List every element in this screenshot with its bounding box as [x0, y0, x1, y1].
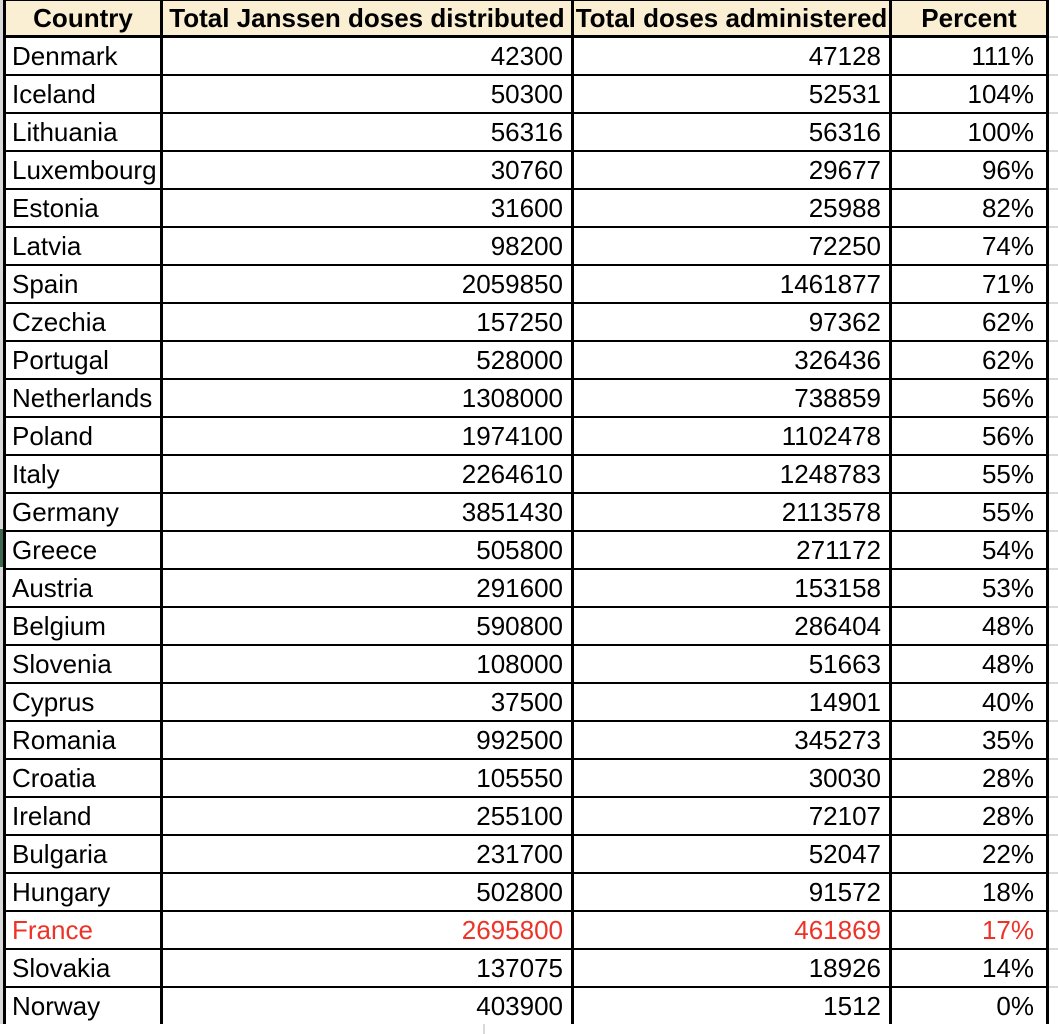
cell-doses-administered[interactable]: 29677 — [573, 151, 891, 189]
table-row — [5, 987, 1048, 1025]
cell-doses-administered[interactable]: 153158 — [573, 569, 891, 607]
table-row — [5, 721, 1048, 759]
cell-doses-administered[interactable]: 56316 — [573, 113, 891, 151]
cell-country[interactable]: Latvia — [5, 227, 162, 265]
cell-doses-distributed[interactable]: 157250 — [162, 303, 573, 341]
janssen-doses-table — [3, 0, 1049, 1026]
cell-doses-administered[interactable]: 91572 — [573, 873, 891, 911]
header-percent[interactable]: Percent — [891, 1, 1048, 37]
cell-doses-distributed[interactable]: 56316 — [162, 113, 573, 151]
cell-country[interactable]: Slovenia — [5, 645, 162, 683]
cell-doses-distributed[interactable]: 505800 — [162, 531, 573, 569]
table-row — [5, 759, 1048, 797]
table-row — [5, 645, 1048, 683]
cell-doses-distributed[interactable]: 105550 — [162, 759, 573, 797]
cell-percent[interactable]: 56% — [891, 379, 1048, 417]
cell-doses-administered[interactable]: 1102478 — [573, 417, 891, 455]
cell-doses-distributed[interactable]: 2059850 — [162, 265, 573, 303]
cell-doses-distributed[interactable]: 528000 — [162, 341, 573, 379]
cell-percent[interactable]: 40% — [891, 683, 1048, 721]
cell-doses-distributed[interactable]: 30760 — [162, 151, 573, 189]
sheet-bottom-gridline-sliver — [0, 1024, 1058, 1034]
cell-country[interactable]: Luxembourg — [5, 151, 162, 189]
cell-percent[interactable]: 74% — [891, 227, 1048, 265]
cell-doses-distributed[interactable]: 42300 — [162, 37, 573, 76]
cell-doses-administered[interactable]: 286404 — [573, 607, 891, 645]
cell-country[interactable]: Denmark — [5, 37, 162, 76]
cell-doses-distributed[interactable]: 98200 — [162, 227, 573, 265]
header-country[interactable]: Country — [5, 1, 162, 37]
sheet-right-gridline-sliver — [1049, 0, 1058, 1024]
cell-country[interactable]: Germany — [5, 493, 162, 531]
table-row — [5, 873, 1048, 911]
cell-doses-administered[interactable]: 1461877 — [573, 265, 891, 303]
cell-doses-distributed[interactable]: 291600 — [162, 569, 573, 607]
cell-country[interactable]: Czechia — [5, 303, 162, 341]
cell-doses-distributed[interactable]: 3851430 — [162, 493, 573, 531]
table-row — [5, 835, 1048, 873]
table-row — [5, 113, 1048, 151]
cell-doses-administered[interactable]: 72107 — [573, 797, 891, 835]
cell-doses-distributed[interactable]: 1308000 — [162, 379, 573, 417]
cell-doses-administered[interactable]: 1248783 — [573, 455, 891, 493]
cell-percent[interactable]: 35% — [891, 721, 1048, 759]
cell-doses-administered[interactable]: 738859 — [573, 379, 891, 417]
cell-country[interactable]: Poland — [5, 417, 162, 455]
table-row — [5, 455, 1048, 493]
cell-percent[interactable]: 62% — [891, 303, 1048, 341]
cell-doses-administered[interactable]: 25988 — [573, 189, 891, 227]
cell-country[interactable]: Lithuania — [5, 113, 162, 151]
cell-country[interactable]: Cyprus — [5, 683, 162, 721]
cell-doses-administered[interactable]: 52531 — [573, 75, 891, 113]
cell-country[interactable]: Belgium — [5, 607, 162, 645]
cell-doses-administered[interactable]: 72250 — [573, 227, 891, 265]
cell-country[interactable]: Slovakia — [5, 949, 162, 987]
cell-doses-administered[interactable]: 52047 — [573, 835, 891, 873]
table-row — [5, 949, 1048, 987]
table-row — [5, 303, 1048, 341]
cell-percent[interactable]: 62% — [891, 341, 1048, 379]
header-doses-distributed[interactable]: Total Janssen doses distributed — [162, 1, 573, 37]
cell-country[interactable]: Ireland — [5, 797, 162, 835]
cell-doses-administered[interactable]: 18926 — [573, 949, 891, 987]
table-row — [5, 797, 1048, 835]
cell-doses-administered[interactable]: 461869 — [573, 911, 891, 949]
cell-doses-administered[interactable]: 47128 — [573, 37, 891, 76]
cell-percent[interactable]: 28% — [891, 759, 1048, 797]
table-row — [5, 37, 1048, 76]
cell-doses-distributed[interactable]: 108000 — [162, 645, 573, 683]
cell-country[interactable]: Croatia — [5, 759, 162, 797]
cell-doses-distributed[interactable]: 137075 — [162, 949, 573, 987]
cell-country[interactable]: Netherlands — [5, 379, 162, 417]
cell-country[interactable]: Estonia — [5, 189, 162, 227]
cell-doses-distributed[interactable]: 50300 — [162, 75, 573, 113]
cell-doses-distributed[interactable]: 231700 — [162, 835, 573, 873]
gridline — [483, 1024, 485, 1034]
cell-percent[interactable]: 96% — [891, 151, 1048, 189]
table-row — [5, 151, 1048, 189]
cell-doses-administered[interactable]: 326436 — [573, 341, 891, 379]
cell-percent[interactable]: 55% — [891, 455, 1048, 493]
table-row — [5, 683, 1048, 721]
cell-doses-administered[interactable]: 30030 — [573, 759, 891, 797]
cell-percent[interactable]: 53% — [891, 569, 1048, 607]
table-row — [5, 379, 1048, 417]
cell-doses-administered[interactable]: 271172 — [573, 531, 891, 569]
cell-percent[interactable]: 0% — [891, 987, 1048, 1025]
cell-doses-distributed[interactable]: 31600 — [162, 189, 573, 227]
header-row — [5, 1, 1048, 37]
table-row — [5, 265, 1048, 303]
cell-percent[interactable]: 17% — [891, 911, 1048, 949]
cell-percent[interactable]: 48% — [891, 645, 1048, 683]
cell-percent[interactable]: 28% — [891, 797, 1048, 835]
cell-doses-administered[interactable]: 51663 — [573, 645, 891, 683]
table-row — [5, 417, 1048, 455]
cell-doses-distributed[interactable]: 992500 — [162, 721, 573, 759]
cell-country[interactable]: Austria — [5, 569, 162, 607]
cell-doses-distributed[interactable]: 590800 — [162, 607, 573, 645]
cell-country[interactable]: Portugal — [5, 341, 162, 379]
cell-percent[interactable]: 55% — [891, 493, 1048, 531]
table-row — [5, 911, 1048, 949]
cell-doses-distributed[interactable]: 2695800 — [162, 911, 573, 949]
table-row — [5, 607, 1048, 645]
cell-percent[interactable]: 18% — [891, 873, 1048, 911]
cell-country[interactable]: France — [5, 911, 162, 949]
cell-country[interactable]: Romania — [5, 721, 162, 759]
cell-doses-distributed[interactable]: 502800 — [162, 873, 573, 911]
table-row — [5, 75, 1048, 113]
cell-country[interactable]: Greece — [5, 531, 162, 569]
cell-percent[interactable]: 54% — [891, 531, 1048, 569]
cell-doses-distributed[interactable]: 255100 — [162, 797, 573, 835]
cell-country[interactable]: Italy — [5, 455, 162, 493]
table-body — [5, 37, 1048, 1026]
cell-percent[interactable]: 100% — [891, 113, 1048, 151]
table-row — [5, 493, 1048, 531]
cell-doses-administered[interactable]: 14901 — [573, 683, 891, 721]
cell-country[interactable]: Norway — [5, 987, 162, 1025]
table-row — [5, 341, 1048, 379]
cell-doses-administered[interactable]: 1512 — [573, 987, 891, 1025]
cell-country[interactable]: Bulgaria — [5, 835, 162, 873]
cell-percent[interactable]: 22% — [891, 835, 1048, 873]
cell-doses-distributed[interactable]: 37500 — [162, 683, 573, 721]
cell-doses-administered[interactable]: 345273 — [573, 721, 891, 759]
cell-percent[interactable]: 71% — [891, 265, 1048, 303]
cell-percent[interactable]: 48% — [891, 607, 1048, 645]
table-row — [5, 189, 1048, 227]
cell-percent[interactable]: 104% — [891, 75, 1048, 113]
table-row — [5, 227, 1048, 265]
cell-percent[interactable]: 111% — [891, 37, 1048, 76]
cell-doses-distributed[interactable]: 2264610 — [162, 455, 573, 493]
table-row — [5, 531, 1048, 569]
cell-country[interactable]: Spain — [5, 265, 162, 303]
cell-doses-administered[interactable]: 97362 — [573, 303, 891, 341]
table-row — [5, 569, 1048, 607]
cell-percent[interactable]: 14% — [891, 949, 1048, 987]
cell-doses-distributed[interactable]: 403900 — [162, 987, 573, 1025]
cell-percent[interactable]: 56% — [891, 417, 1048, 455]
cell-country[interactable]: Hungary — [5, 873, 162, 911]
cell-doses-distributed[interactable]: 1974100 — [162, 417, 573, 455]
cell-country[interactable]: Iceland — [5, 75, 162, 113]
cell-doses-administered[interactable]: 2113578 — [573, 493, 891, 531]
cell-percent[interactable]: 82% — [891, 189, 1048, 227]
header-doses-administered[interactable]: Total doses administered — [573, 1, 891, 37]
